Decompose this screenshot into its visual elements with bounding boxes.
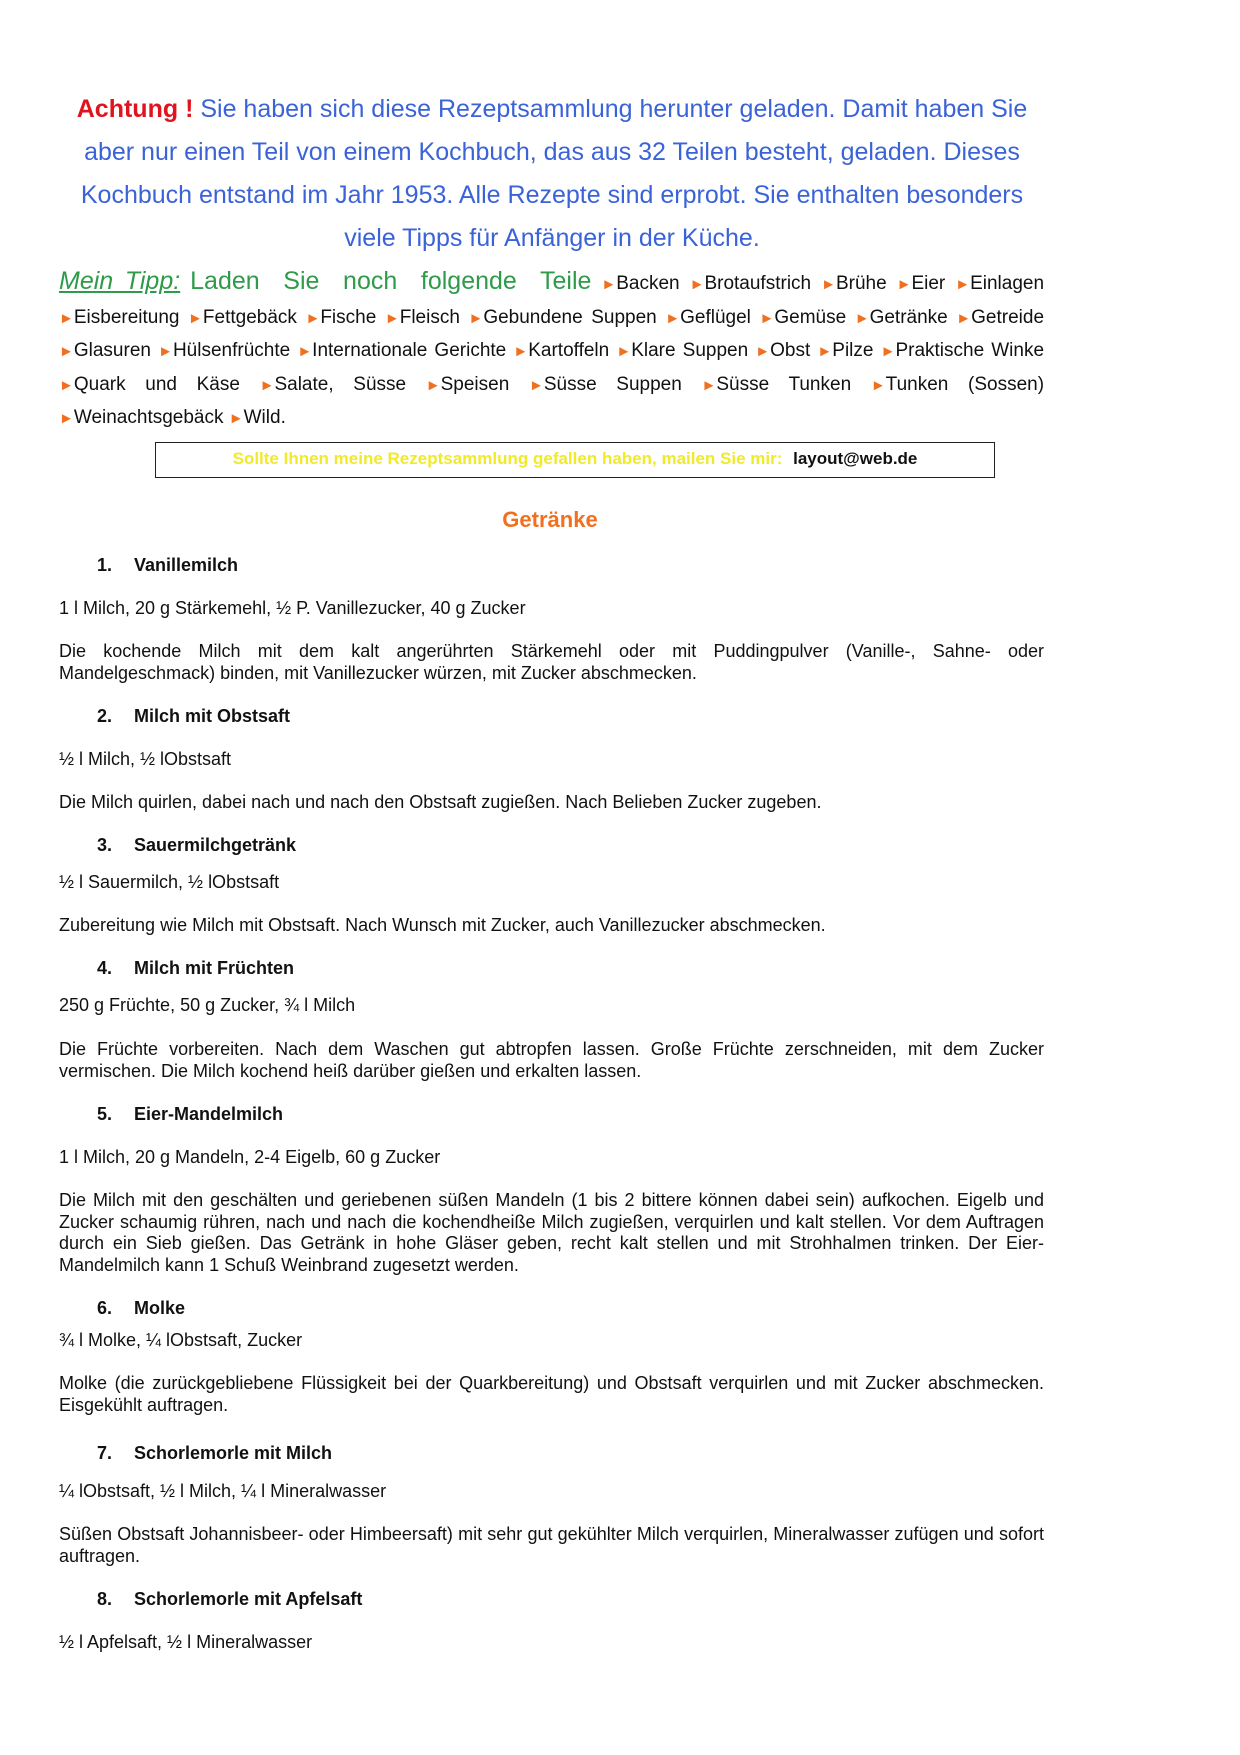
part-label: Weinachtsgebäck [73,407,224,428]
part-label: Fische [320,306,377,328]
part-label: Süsse Suppen [543,373,682,395]
part-link[interactable] [759,307,846,328]
part-label: Gebundene Suppen [483,306,657,328]
part-link[interactable] [665,307,751,328]
part-link[interactable] [690,273,812,294]
triangle-icon: ► [528,376,544,394]
recipe-description: Süßen Obstsaft Johannisbeer- oder Himbeersaft) mit sehr gut gekühlter Milch verquirlen, Mineralwasser zufügen und sofort auftragen. [59,1524,1044,1566]
triangle-icon: ► [759,309,775,327]
recipe-name: Eier-Mandelmilch [134,1104,284,1124]
recipe-ingredients: ¾ l Molke, ¼ lObstsaft, Zucker [59,1330,303,1350]
recipe-ingredients: 1 l Milch, 20 g Stärkemehl, ½ P. Vanillezucker, 40 g Zucker [59,598,526,618]
part-link[interactable] [158,340,290,361]
triangle-icon: ► [513,343,529,360]
part-label: Hülsenfrüchte [172,340,291,361]
part-label: Tunken (Sossen) [885,373,1045,395]
part-label: Brotaufstrich [704,273,812,294]
part-label: Internationale Gerichte [312,340,507,361]
recipe-number: 8. [97,1589,113,1609]
mail-address[interactable]: layout@web.de [793,449,918,468]
part-link[interactable] [59,407,223,428]
recipe-name: Schorlemorle mit Milch [134,1443,333,1463]
recipe-description: Die kochende Milch mit dem kalt angerührten Stärkemehl oder mit Puddingpulver (Vanille-, Sahne- oder Mandelgeschmack) binden, mit Vanillezucker würzen, mit Zucker abschmecken. [59,641,1044,683]
part-link[interactable] [426,374,510,395]
triangle-icon: ► [188,309,203,327]
triangle-icon: ► [616,343,632,360]
tipp-paragraph [59,265,1044,436]
recipe-description: Molke (die zurückgebliebene Flüssigkeit bei der Quarkbereitung) und Obstsaft verquirlen und mit Zucker abschmecken. Eisgekühlt auftragen. [59,1373,1044,1415]
part-link[interactable] [955,273,1044,294]
part-label: Pilze [832,340,874,361]
triangle-icon: ► [896,276,912,293]
triangle-icon: ► [955,276,971,293]
triangle-icon: ► [468,309,484,327]
recipe-title [97,1298,185,1319]
triangle-icon: ► [689,276,705,293]
part-label: Getränke [869,306,948,328]
recipe-ingredients: ½ l Milch, ½ lObstsaft [59,749,232,769]
part-label: Klare Suppen [631,340,749,361]
part-link[interactable] [821,273,887,294]
part-label: Salate, Süsse [274,373,407,395]
triangle-icon: ► [425,376,441,394]
part-label: Glasuren [73,340,151,361]
triangle-icon: ► [259,376,275,394]
part-label: Brühe [835,273,887,294]
part-link[interactable] [701,374,851,395]
part-link[interactable] [305,307,376,328]
part-label: Quark und Käse [73,373,240,395]
recipe-ingredients: ½ l Sauermilch, ½ lObstsaft [59,872,280,892]
triangle-icon: ► [601,276,617,293]
recipe-name: Sauermilchgetränk [134,835,297,855]
part-link[interactable] [817,340,873,361]
recipe-number: 5. [97,1104,113,1124]
recipe-title [97,835,296,856]
recipe-description: Die Früchte vorbereiten. Nach dem Waschen gut abtropfen lassen. Große Früchte zerschneiden, mit dem Zucker vermischen. Die Milch kochend heiß darüber gießen und erkalten lassen. [59,1039,1044,1081]
recipe-description: Die Milch quirlen, dabei nach und nach den Obstsaft zugießen. Nach Belieben Zucker zugeben. [59,792,822,812]
part-link[interactable] [755,340,810,361]
part-link[interactable] [871,374,1044,395]
recipe-number: 2. [97,706,113,726]
recipe-name: Milch mit Früchten [134,958,295,978]
recipe-name: Molke [134,1298,186,1318]
part-label: Praktische Winke [895,340,1045,361]
recipe-ingredients: 250 g Früchte, 50 g Zucker, ¾ l Milch [59,995,356,1015]
recipe-title [97,1443,332,1464]
part-label: Fleisch [399,306,460,328]
recipe-title [97,555,238,576]
part-link[interactable] [601,273,679,294]
triangle-icon: ► [701,376,717,394]
triangle-icon: ► [821,276,836,293]
part-link[interactable] [59,374,240,395]
recipe-description: Zubereitung wie Milch mit Obstsaft. Nach Wunsch mit Zucker, auch Vanillezucker abschmecken. [59,915,826,935]
triangle-icon: ► [880,343,896,360]
part-link[interactable] [229,407,286,428]
triangle-icon: ► [854,309,870,327]
recipe-ingredients: 1 l Milch, 20 g Mandeln, 2-4 Eigelb, 60 g Zucker [59,1147,441,1167]
part-label: Kartoffeln [528,340,610,361]
tipp-intro: Laden Sie noch folgende Teile [190,267,592,295]
recipe-title [97,958,294,979]
part-label: Speisen [440,373,510,395]
recipe-title [97,1589,362,1610]
triangle-icon: ► [665,309,681,327]
part-link[interactable] [59,307,179,328]
recipe-title [97,1104,283,1125]
part-link[interactable] [297,340,506,361]
part-link[interactable] [897,273,946,294]
triangle-icon: ► [59,376,74,394]
part-link[interactable] [260,374,406,395]
part-link[interactable] [855,307,948,328]
mail-box [155,442,995,478]
triangle-icon: ► [158,343,173,360]
recipe-number: 6. [97,1298,113,1318]
triangle-icon: ► [305,309,321,327]
triangle-icon: ► [59,309,74,327]
part-link[interactable] [188,307,297,328]
part-link[interactable] [385,307,460,328]
recipe-number: 1. [97,555,113,575]
part-label: Getreide [971,306,1045,328]
recipe-ingredients: ¼ lObstsaft, ½ l Milch, ¼ l Mineralwasser [59,1481,387,1501]
download-notice [58,88,1046,260]
section-title: Getränke [502,507,598,532]
part-link[interactable] [616,340,748,361]
mail-text: Sollte Ihnen meine Rezeptsammlung gefallen haben, mailen Sie mir: [232,449,783,468]
part-link[interactable] [513,340,609,361]
triangle-icon: ► [755,343,771,360]
part-label: Obst [770,340,811,361]
part-label: Eisbereitung [73,306,180,328]
triangle-icon: ► [59,410,74,427]
part-link[interactable] [956,307,1044,328]
achtung-label: Achtung ! [76,95,194,123]
recipe-name: Schorlemorle mit Apfelsaft [134,1589,363,1609]
part-link[interactable] [59,340,151,361]
recipe-name: Vanillemilch [134,555,239,575]
triangle-icon: ► [817,343,833,360]
recipe-number: 7. [97,1443,113,1463]
part-label: Geflügel [680,306,751,328]
recipe-ingredients: ½ l Apfelsaft, ½ l Mineralwasser [59,1632,313,1652]
recipe-title [97,706,290,727]
recipe-name: Milch mit Obstsaft [134,706,291,726]
triangle-icon: ► [228,410,244,427]
recipe-description: Die Milch mit den geschälten und geriebenen süßen Mandeln (1 bis 2 bittere können dabei sein) aufkochen. Eigelb und Zucker schaumig rühren, nach und nach die kochendheiße Milch zugießen, verquirlen und kalt stellen. Vor dem Auftragen durch ein Sieb gießen. Das Getränk in hohe Gläser geben, recht kalt stellen und mit Strohhalmen trinken. Der Eier-Mandelmilch kann 1 Schuß Weinbrand zugesetzt werden. [59,1190,1044,1276]
triangle-icon: ► [297,343,313,360]
recipe-number: 3. [97,835,113,855]
triangle-icon: ► [870,376,886,394]
part-label: Fettgebäck [202,306,297,328]
notice-text: Sie haben sich diese Rezeptsammlung herunter geladen. Damit haben Sie aber nur einen Teil von einem Kochbuch, das aus 32 Teilen besteht, geladen. Dieses Kochbuch entstand im Jahr 1953. Alle Rezepte sind erprobt. Sie enthalten besonders viele Tipps für Anfänger in der Küche. [80,95,1028,252]
part-label: Süsse Tunken [716,373,852,395]
part-label: Eier [911,273,946,294]
part-label: Backen [616,273,680,294]
triangle-icon: ► [59,343,74,360]
triangle-icon: ► [956,309,972,327]
tipp-label: Mein Tipp: [59,267,181,295]
part-label: Wild. [243,407,286,428]
triangle-icon: ► [384,309,400,327]
part-label: Einlagen [970,273,1045,294]
part-link[interactable] [529,374,682,395]
part-link[interactable] [468,307,656,328]
part-label: Gemüse [774,306,847,328]
recipe-number: 4. [97,958,113,978]
part-link[interactable] [881,340,1044,361]
